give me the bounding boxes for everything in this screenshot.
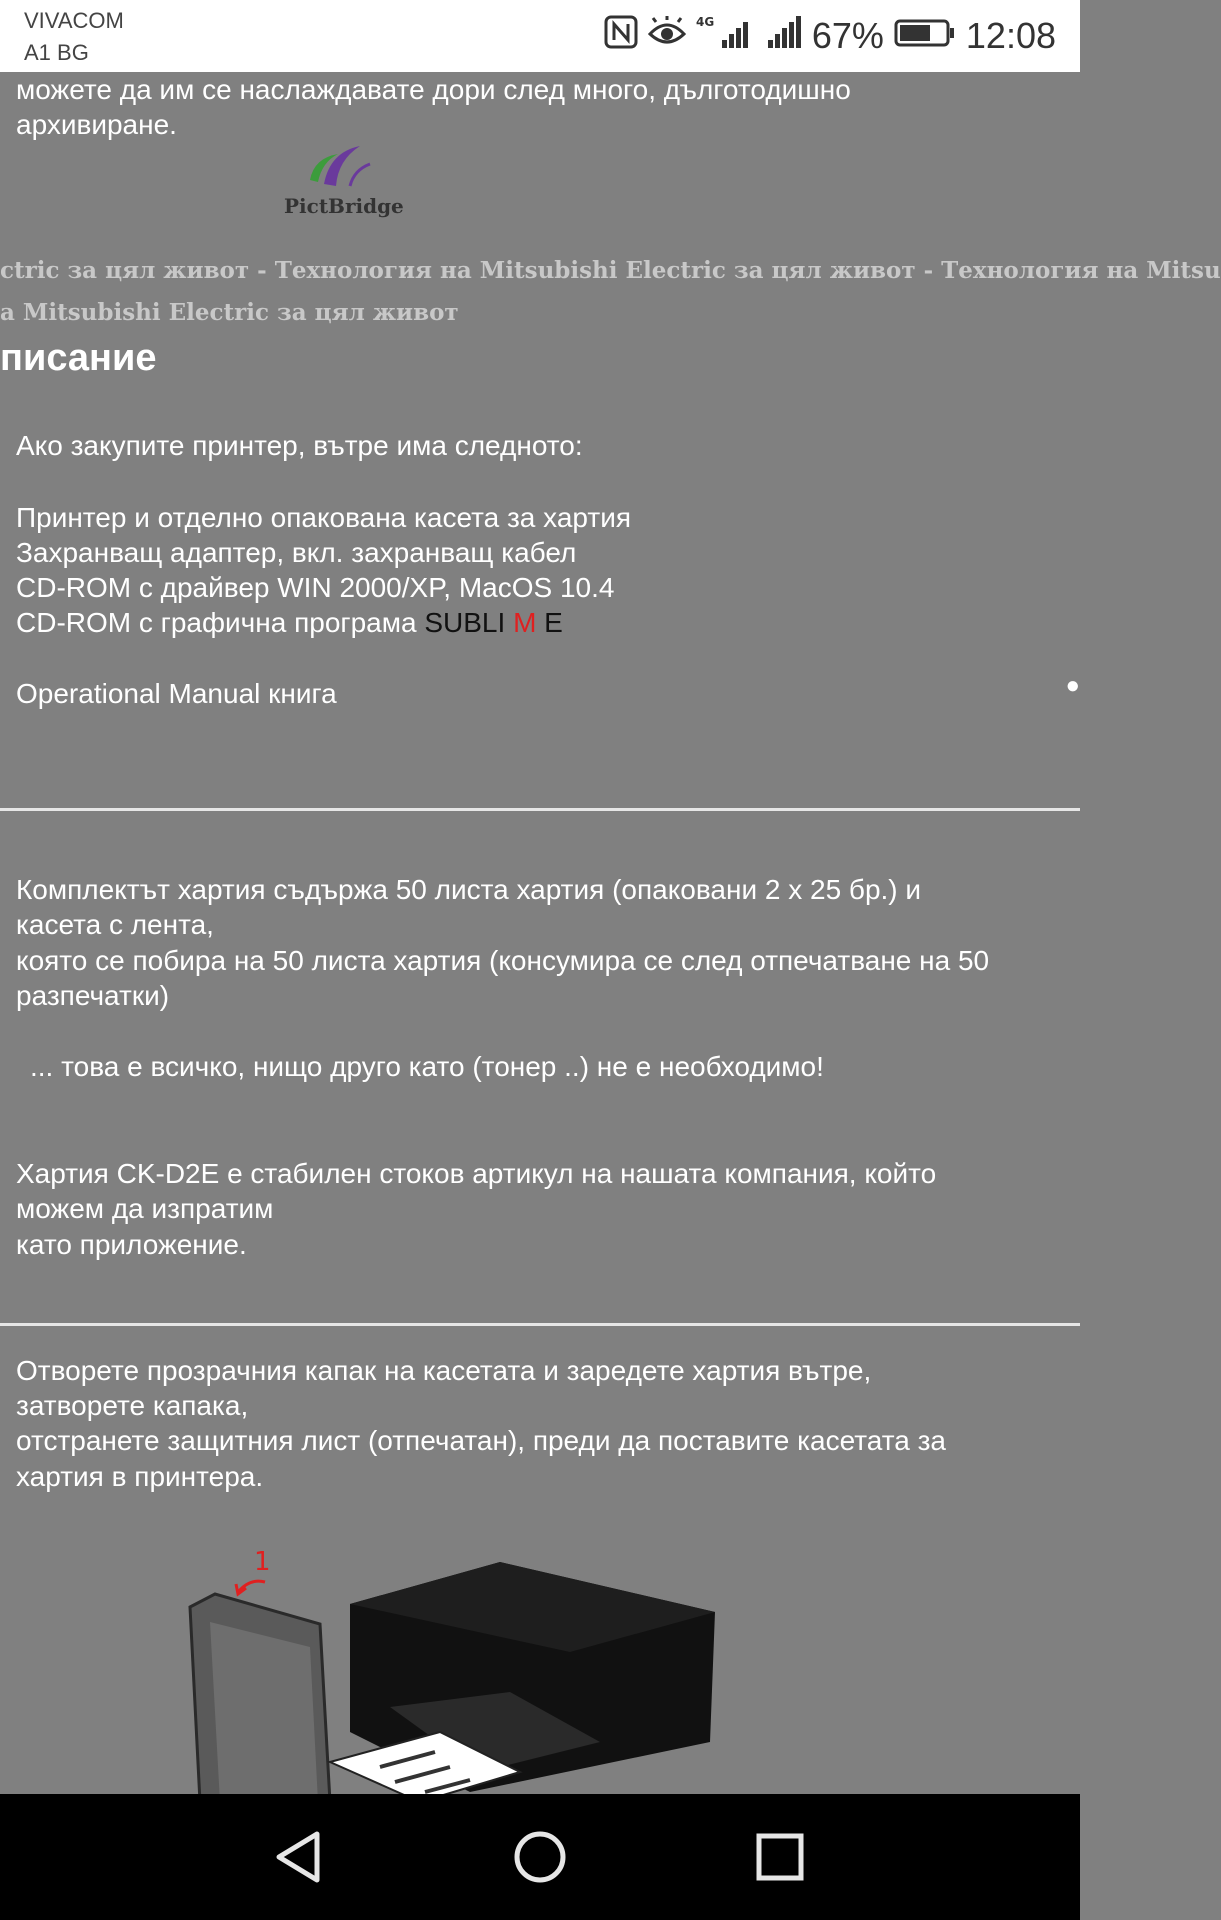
section-divider [0,808,1080,811]
kit-note: ... това е всичко, нищо друго като (тонер ..) не е необходимо! [30,1051,824,1082]
carrier-subname: A1 BG [24,40,89,65]
loading-instructions: затворете капака, [16,1390,249,1421]
navigation-bar [0,1794,1080,1920]
loading-instructions: отстранете защитния лист (отпечатан), преди да поставите касетата за [16,1425,946,1456]
network-label: 4G [695,14,715,29]
back-icon [265,1822,335,1892]
nfc-icon [604,15,638,58]
status-icons [604,14,1056,58]
home-icon [505,1822,575,1892]
intro-text-line: архивиране. [16,109,177,140]
loading-instructions: хартия в принтера. [16,1461,264,1492]
pictbridge-logo-text: PictBridge [284,194,404,218]
marquee-text: ctric за цял живот - Технология на Mitsubishi Electric за цял живот - Технология на Mitsu [0,257,1221,284]
pictbridge-logo [280,140,404,220]
recents-button[interactable] [745,1822,815,1892]
loading-instructions: Отворете прозрачния капак на касетата и заредете хартия вътре, [16,1355,872,1386]
box-item: Принтер и отделно опакована касета за хартия [16,502,632,533]
battery-icon [894,15,956,57]
manual-item: Operational Manual книга [16,678,337,709]
eye-icon [648,15,686,57]
clock: 12:08 [965,15,1056,56]
section-divider [0,1323,1080,1326]
box-item: CD-ROM с драйвер WIN 2000/XP, MacOS 10.4 [16,572,615,603]
marquee-text: a Mitsubishi Electric за цял живот [0,299,459,326]
step-number-label: 1 [254,1547,271,1577]
printer-image [180,1512,720,1802]
sublime-part: E [536,607,563,638]
battery-percent: 67% [811,15,884,56]
sublime-part: SUBLI [424,607,514,638]
carrier-name: VIVACOM [24,8,124,33]
printer-illustration [180,1512,720,1802]
box-item-software [16,605,563,640]
intro-text-line: можете да им се наслаждавате дори след много, дълготодишно [16,74,851,105]
sublime-part: M [513,607,537,638]
box-item: Захранващ адаптер, вкл. захранващ кабел [16,537,577,568]
stock-text: като приложение. [16,1229,247,1260]
recents-icon [745,1822,815,1892]
web-page-content[interactable] [0,72,1221,1794]
section-heading: писание [0,337,157,379]
home-button[interactable] [505,1822,575,1892]
signal-icon [696,14,756,59]
edge-fragment-icon: ● [1065,672,1080,699]
paper-kit-text: касета с лента, [16,909,214,940]
box-contents-intro: Ако закупите принтер, вътре има следното: [16,430,583,461]
software-label: CD-ROM с графична програма [16,607,425,638]
paper-kit-text: която се побира на 50 листа хартия (консумира се след отпечатване на 50 [16,945,990,976]
status-bar [0,0,1080,72]
back-button[interactable] [265,1822,335,1892]
stock-text: Хартия CK-D2E е стабилен стоков артикул на нашата компания, който [16,1158,937,1189]
pictbridge-logo-icon [280,140,390,200]
paper-kit-text: Комплектът хартия съдържа 50 листа хартия (опаковани 2 х 25 бр.) и [16,874,922,905]
paper-kit-text: разпечатки) [16,980,170,1011]
signal-icon [766,14,802,59]
stock-text: можем да изпратим [16,1193,274,1224]
